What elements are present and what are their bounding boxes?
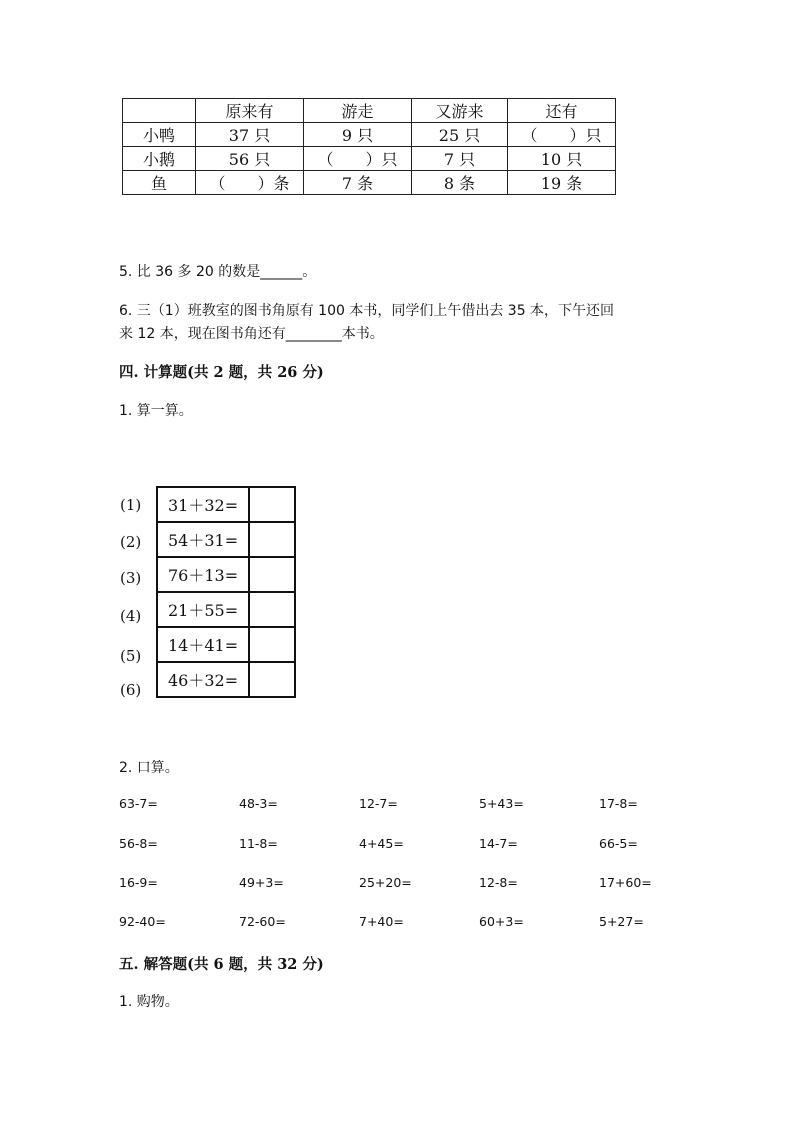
oral-item: 14-7= xyxy=(479,836,518,851)
calc-expression: 21＋55= xyxy=(157,592,249,627)
table-cell: 小鹅 xyxy=(123,147,196,171)
calc-grid xyxy=(156,486,296,698)
answer-box[interactable] xyxy=(249,487,295,522)
answer-box[interactable] xyxy=(249,592,295,627)
calc-row xyxy=(157,592,295,627)
oral-item: 49+3= xyxy=(239,875,284,890)
answer-box[interactable] xyxy=(249,627,295,662)
question-5: 5. 比 36 多 20 的数是______。 xyxy=(119,264,317,280)
calc-label: (6) xyxy=(120,681,142,699)
answer-box[interactable] xyxy=(249,662,295,697)
table-cell: 9 只 xyxy=(304,123,412,147)
table-cell: 小鸭 xyxy=(123,123,196,147)
oral-item: 17-8= xyxy=(599,796,638,811)
table-header-row xyxy=(123,99,616,123)
calc-label: (3) xyxy=(120,569,142,587)
table-header-cell: 游走 xyxy=(304,99,412,123)
calc-label: (5) xyxy=(120,647,142,665)
table-cell: 8 条 xyxy=(412,171,508,195)
table-row xyxy=(123,123,616,147)
calc-expression: 46＋32= xyxy=(157,662,249,697)
table-cell xyxy=(123,99,196,123)
table-header-cell: 又游来 xyxy=(412,99,508,123)
oral-item: 4+45= xyxy=(359,836,404,851)
table-cell: 7 只 xyxy=(412,147,508,171)
oral-item: 7+40= xyxy=(359,914,404,929)
table-cell: 19 条 xyxy=(508,171,616,195)
section-4-question-2: 2. 口算。 xyxy=(119,760,179,776)
calc-row xyxy=(157,522,295,557)
table-header-cell: 还有 xyxy=(508,99,616,123)
table-cell: （ ）只 xyxy=(304,147,412,171)
table-cell: 鱼 xyxy=(123,171,196,195)
answer-box[interactable] xyxy=(249,557,295,592)
oral-item: 56-8= xyxy=(119,836,158,851)
table-cell: （ ）只 xyxy=(508,123,616,147)
section-5-heading: 五. 解答题(共 6 题，共 32 分) xyxy=(119,956,324,973)
oral-item: 16-9= xyxy=(119,875,158,890)
section-4-heading: 四. 计算题(共 2 题，共 26 分) xyxy=(119,364,324,381)
table-cell: 7 条 xyxy=(304,171,412,195)
table-row xyxy=(123,147,616,171)
oral-item: 72-60= xyxy=(239,914,286,929)
oral-item: 48-3= xyxy=(239,796,278,811)
oral-item: 25+20= xyxy=(359,875,412,890)
oral-item: 92-40= xyxy=(119,914,166,929)
calc-label: (1) xyxy=(120,496,142,514)
oral-item: 66-5= xyxy=(599,836,638,851)
table-row xyxy=(123,171,616,195)
calc-expression: 76＋13= xyxy=(157,557,249,592)
section-5-question-1: 1. 购物。 xyxy=(119,994,179,1010)
oral-item: 11-8= xyxy=(239,836,278,851)
calc-row xyxy=(157,662,295,697)
oral-item: 12-8= xyxy=(479,875,518,890)
table-cell: 37 只 xyxy=(196,123,304,147)
oral-item: 63-7= xyxy=(119,796,158,811)
oral-item: 17+60= xyxy=(599,875,652,890)
table-cell: （ ）条 xyxy=(196,171,304,195)
table-header-cell: 原来有 xyxy=(196,99,304,123)
calc-label: (4) xyxy=(120,607,142,625)
table-cell: 56 只 xyxy=(196,147,304,171)
calc-row xyxy=(157,627,295,662)
question-6-line-2: 来 12 本，现在图书角还有________本书。 xyxy=(119,326,384,342)
table-cell: 10 只 xyxy=(508,147,616,171)
calc-expression: 14＋41= xyxy=(157,627,249,662)
oral-item: 5+43= xyxy=(479,796,524,811)
oral-item: 5+27= xyxy=(599,914,644,929)
calc-expression: 54＋31= xyxy=(157,522,249,557)
calc-row xyxy=(157,557,295,592)
oral-item: 12-7= xyxy=(359,796,398,811)
section-4-question-1: 1. 算一算。 xyxy=(119,403,193,419)
table-cell: 25 只 xyxy=(412,123,508,147)
calc-label: (2) xyxy=(120,533,142,551)
calc-row xyxy=(157,487,295,522)
question-6-line-1: 6. 三（1）班教室的图书角原有 100 本书，同学们上午借出去 35 本，下午还回 xyxy=(119,303,615,319)
answer-box[interactable] xyxy=(249,522,295,557)
oral-item: 60+3= xyxy=(479,914,524,929)
calc-expression: 31＋32= xyxy=(157,487,249,522)
animal-count-table xyxy=(122,98,616,195)
